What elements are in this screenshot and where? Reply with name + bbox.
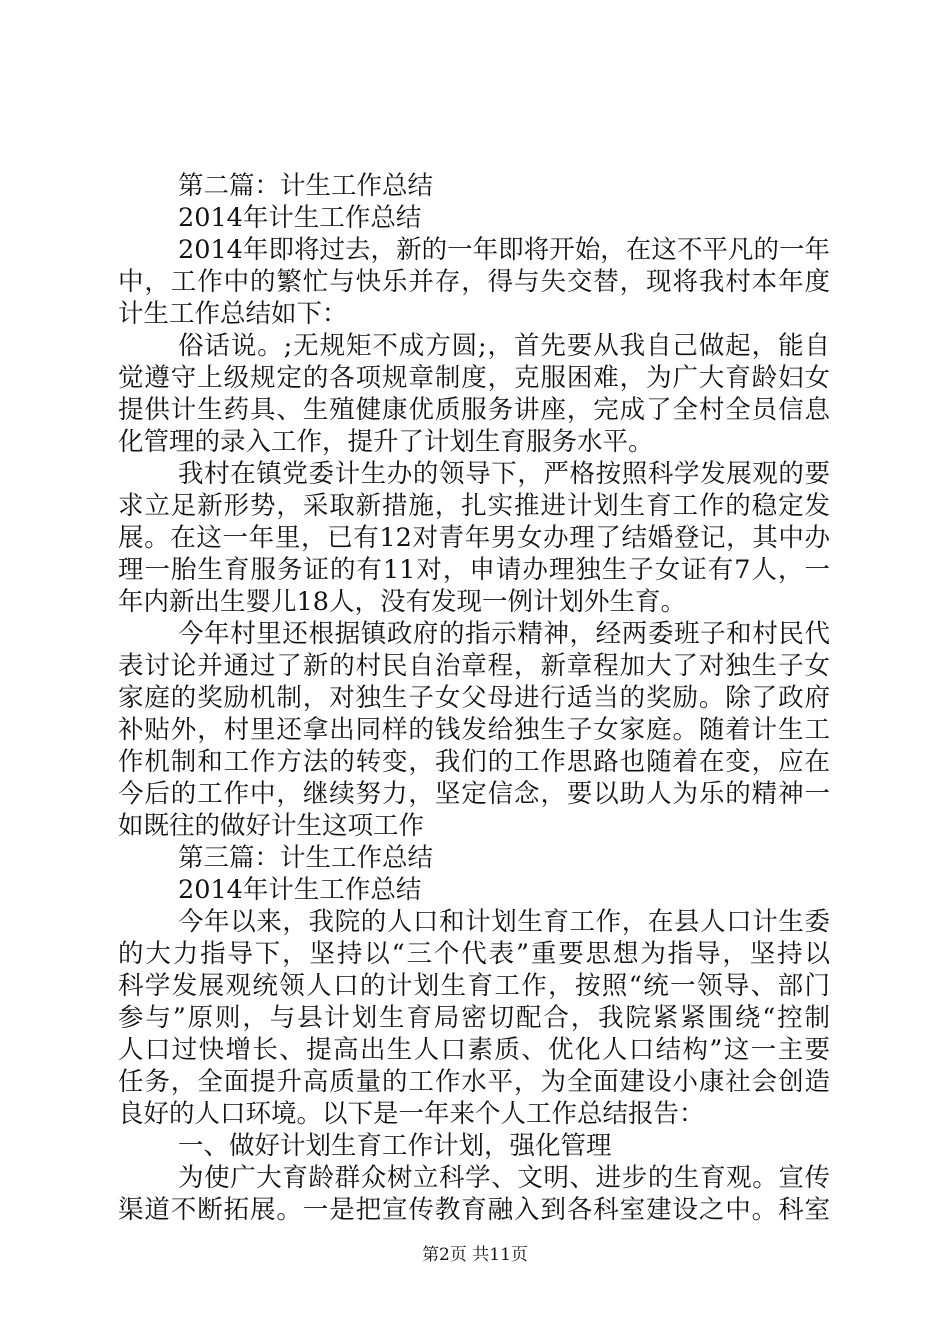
text-line: 第三篇：计生工作总结 <box>178 843 434 873</box>
text-line: 参与”原则，与县计划生育局密切配合，我院紧紧围绕“控制 <box>118 1003 830 1033</box>
text-line: 化管理的录入工作，提升了计划生育服务水平。 <box>118 427 654 457</box>
text-line: 提供计生药具、生殖健康优质服务讲座，完成了全村全员信息 <box>118 395 830 425</box>
text-line: 理一胎生育服务证的有11对，申请办理独生子女证有7人，一 <box>118 555 830 585</box>
text-line: 为使广大育龄群众树立科学、文明、进步的生育观。宣传 <box>178 1163 830 1193</box>
text-line: 任务，全面提升高质量的工作水平，为全面建设小康社会创造 <box>118 1067 830 1097</box>
text-line: 今后的工作中，继续努力，坚定信念，要以助人为乐的精神一 <box>118 779 830 809</box>
text-line: 计生工作总结如下： <box>118 299 348 329</box>
text-line: 科学发展观统领人口的计划生育工作，按照“统一领导、部门 <box>118 971 830 1001</box>
text-line: 补贴外，村里还拿出同样的钱发给独生子女家庭。随着计生工 <box>118 715 830 745</box>
text-line: 2014年计生工作总结 <box>178 875 422 905</box>
text-line: 第二篇：计生工作总结 <box>178 171 434 201</box>
text-line: 觉遵守上级规定的各项规章制度，克服困难，为广大育龄妇女 <box>118 363 830 393</box>
text-line: 我村在镇党委计生办的领导下，严格按照科学发展观的要 <box>178 459 830 489</box>
text-line: 人口过快增长、提高出生人口素质、优化人口结构”这一主要 <box>118 1035 830 1065</box>
text-line: 求立足新形势，采取新措施，扎实推进计划生育工作的稳定发 <box>118 491 830 521</box>
document-body <box>118 170 830 1226</box>
text-line: 年内新出生婴儿18人，没有发现一例计划外生育。 <box>118 587 686 617</box>
text-line: 的大力指导下，坚持以“三个代表”重要思想为指导，坚持以 <box>118 939 830 969</box>
page-number-label: 第2页 共11页 <box>422 1245 528 1265</box>
text-line: 2014年即将过去，新的一年即将开始，在这不平凡的一年 <box>178 235 830 265</box>
text-line: 展。在这一年里，已有12对青年男女办理了结婚登记，其中办 <box>118 523 830 553</box>
text-line: 作机制和工作方法的转变，我们的工作思路也随着在变，应在 <box>118 747 830 777</box>
text-line: 如既往的做好计生这项工作 <box>118 811 425 841</box>
page-footer <box>0 1244 950 1266</box>
text-line: 今年以来，我院的人口和计划生育工作，在县人口计生委 <box>178 907 830 937</box>
text-line: 家庭的奖励机制，对独生子女父母进行适当的奖励。除了政府 <box>118 683 830 713</box>
text-line: 今年村里还根据镇政府的指示精神，经两委班子和村民代 <box>178 619 830 649</box>
text-line: 渠道不断拓展。一是把宣传教育融入到各科室建设之中。科室 <box>118 1195 830 1225</box>
text-line: 一、做好计划生育工作计划，强化管理 <box>178 1131 612 1161</box>
text-line: 表讨论并通过了新的村民自治章程，新章程加大了对独生子女 <box>118 651 830 681</box>
text-line: 2014年计生工作总结 <box>178 203 422 233</box>
text-line: 良好的人口环境。以下是一年来个人工作总结报告： <box>118 1099 705 1129</box>
text-line: 俗话说。;无规矩不成方圆;，首先要从我自己做起，能自 <box>178 331 830 361</box>
text-line: 中，工作中的繁忙与快乐并存，得与失交替，现将我村本年度 <box>118 267 830 297</box>
